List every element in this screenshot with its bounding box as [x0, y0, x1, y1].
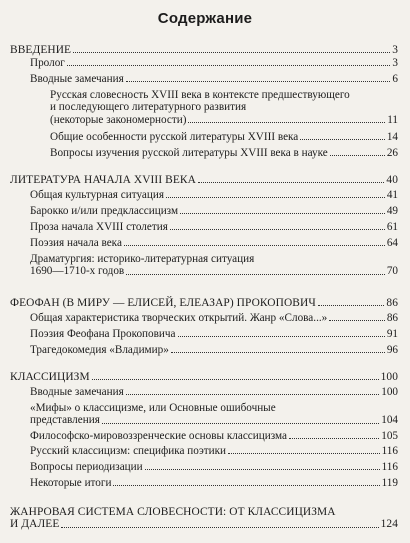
toc-entry-title-line: «Мифы» о классицизме, или Основные ошибочные	[30, 402, 276, 414]
dot-leader	[73, 52, 390, 53]
toc-entry	[30, 237, 398, 249]
toc-entry-title: Общая культурная ситуация	[30, 189, 164, 201]
toc-entry-title: Вводные замечания	[30, 73, 124, 85]
toc-entry-title: Русский классицизм: специфика поэтики	[30, 445, 227, 457]
dot-leader	[329, 320, 385, 321]
toc-page-number: 124	[380, 518, 398, 531]
dot-leader	[61, 527, 378, 528]
toc-entry	[30, 445, 398, 457]
dot-leader	[198, 182, 384, 183]
toc-entry	[30, 205, 398, 217]
toc-entry-title: Философско-мировоззренческие основы классицизма	[30, 430, 287, 442]
toc-page-number: 41	[386, 189, 398, 201]
toc-page-number: 116	[381, 461, 398, 473]
dot-leader	[166, 197, 385, 198]
dot-leader	[171, 352, 385, 353]
toc-entry-title: ВВЕДЕНИЕ	[10, 44, 72, 56]
dot-leader	[188, 122, 385, 123]
toc-entry-title: И ДАЛЕЕ	[10, 518, 60, 531]
toc-entry-title-line: Русская словесность XVIII века в контексте предшествующего	[50, 89, 350, 101]
dot-leader	[330, 155, 385, 156]
toc-entry-title: Вопросы изучения русской литературы XVIII века в науке	[50, 147, 328, 159]
toc-entry	[30, 461, 398, 473]
toc-entry	[50, 89, 398, 126]
toc-page-number: 105	[381, 430, 398, 442]
toc-page-number: 61	[386, 221, 398, 233]
toc-entry	[30, 73, 398, 85]
dot-leader	[145, 469, 380, 470]
toc-page-number: 96	[386, 344, 398, 356]
toc-page-number: 3	[392, 57, 398, 69]
toc-section	[10, 371, 398, 383]
toc-entry-title: ЛИТЕРАТУРА НАЧАЛА XVIII ВЕКА	[10, 174, 196, 186]
toc-page-number: 70	[386, 265, 398, 278]
dot-leader	[289, 438, 379, 439]
toc-entry-title: представления	[30, 414, 100, 427]
toc-entry-title-line: и последующего литературного развития	[50, 101, 247, 114]
dot-leader	[180, 213, 385, 214]
toc-entry	[30, 344, 398, 356]
dot-leader	[126, 274, 385, 275]
toc-entry-title-line: ЖАНРОВАЯ СИСТЕМА СЛОВЕСНОСТИ: ОТ КЛАССИЦИЗМА	[10, 506, 336, 518]
toc-page-number: 100	[380, 371, 398, 383]
toc-page-number: 64	[386, 237, 398, 249]
toc-page-number: 116	[381, 445, 398, 457]
toc-entry	[50, 147, 398, 159]
toc-entry	[30, 189, 398, 201]
toc-page-number: 26	[386, 147, 398, 159]
toc-entry-title: Некоторые итоги	[30, 477, 112, 489]
toc-entry-title: Проза начала XVIII столетия	[30, 221, 168, 233]
toc-page-number: 91	[386, 328, 398, 340]
dot-leader	[102, 423, 379, 424]
toc-entry	[30, 386, 398, 398]
toc-page-number: 11	[387, 113, 398, 126]
toc-section	[10, 174, 398, 186]
toc-page-number: 40	[386, 174, 398, 186]
toc-entry	[30, 328, 398, 340]
toc-entry-title: Вводные замечания	[30, 386, 124, 398]
toc-section	[10, 297, 398, 309]
toc-entry-title: Поэзия Феофана Прокоповича	[30, 328, 176, 340]
toc-page-number: 119	[381, 477, 398, 489]
toc-entry-title-line: Драматургия: историко-литературная ситуация	[30, 253, 255, 265]
toc-entry-title: Пролог	[30, 57, 65, 69]
toc-entry	[30, 477, 398, 489]
toc-entry	[30, 221, 398, 233]
page-title: Содержание	[157, 10, 253, 27]
toc-page-number: 100	[381, 386, 398, 398]
toc-entry-title: (некоторые закономерности)	[50, 113, 187, 126]
dot-leader	[113, 485, 379, 486]
dot-leader	[124, 245, 385, 246]
dot-leader	[126, 81, 391, 82]
toc-entry-title: Поэзия начала века	[30, 237, 122, 249]
toc-section	[10, 506, 398, 531]
toc-entry-title: ФЕОФАН (В МИРУ — ЕЛИСЕЙ, ЕЛЕАЗАР) ПРОКОПОВИЧ	[10, 297, 316, 309]
toc-page-number: 3	[392, 44, 398, 56]
dot-leader	[126, 394, 379, 395]
toc-entry	[30, 312, 398, 324]
dot-leader	[178, 336, 385, 337]
toc-page-number: 6	[392, 73, 398, 85]
dot-leader	[92, 379, 379, 380]
toc-entry-title: Вопросы периодизации	[30, 461, 143, 473]
toc-page-number: 14	[386, 131, 398, 143]
toc-entry	[30, 57, 398, 69]
toc-entry	[30, 430, 398, 442]
toc-entry	[30, 253, 398, 278]
toc-page-number: 86	[386, 312, 398, 324]
toc-entry-title: Трагедокомедия «Владимир»	[30, 344, 169, 356]
dot-leader	[300, 139, 385, 140]
dot-leader	[170, 229, 385, 230]
toc-page-number: 86	[386, 297, 398, 309]
toc-entry-title: Общие особенности русской литературы XVIII века	[50, 131, 299, 143]
dot-leader	[67, 65, 391, 66]
toc-entry-title: Барокко и/или предклассицизм	[30, 205, 179, 217]
toc-entry-title: 1690—1710-х годов	[30, 265, 125, 278]
toc-section	[10, 44, 398, 56]
dot-leader	[318, 305, 385, 306]
toc-entry	[50, 131, 398, 143]
toc-page-number: 49	[386, 205, 398, 217]
dot-leader	[228, 453, 380, 454]
toc-entry	[30, 402, 398, 427]
toc-page-number: 104	[381, 414, 398, 427]
toc-entry-title: КЛАССИЦИЗМ	[10, 371, 90, 383]
toc-entry-title: Общая характеристика творческих открытий. Жанр «Слова...»	[30, 312, 328, 324]
